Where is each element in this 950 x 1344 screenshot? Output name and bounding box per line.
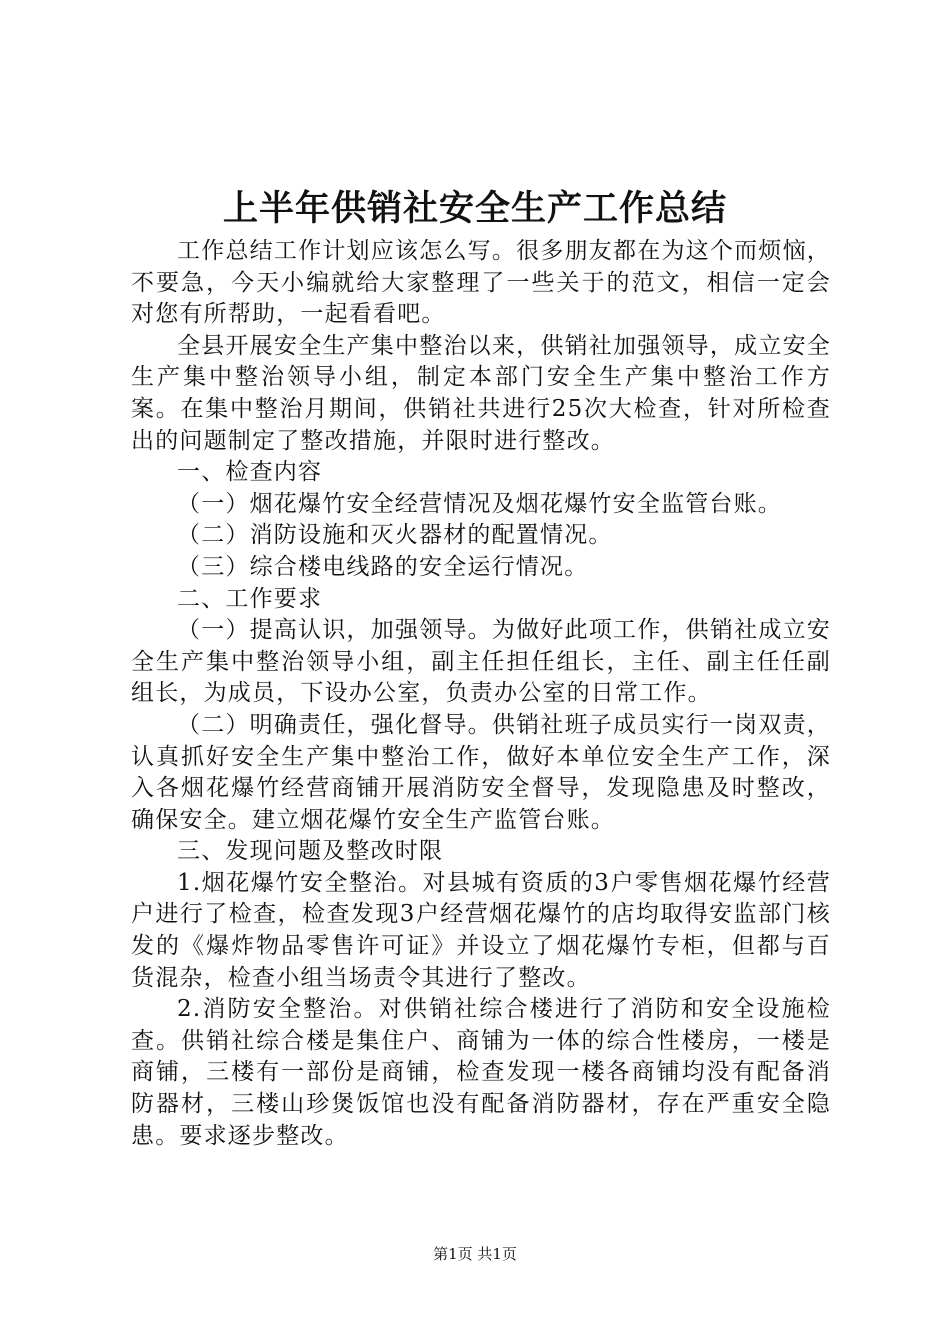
inspection-item-2: （二）消防设施和灭火器材的配置情况。: [177, 522, 613, 549]
section-heading-problems: 三、发现问题及整改时限: [177, 838, 444, 865]
document-title: 上半年供销社安全生产工作总结: [222, 188, 727, 229]
section-heading-inspection: 一、检查内容: [177, 459, 323, 486]
document-body: [131, 236, 831, 1152]
page-footer: 第1页 共1页: [433, 1245, 517, 1263]
inspection-item-1: （一）烟花爆竹安全经营情况及烟花爆竹安全监管台账。: [177, 490, 782, 517]
requirement-paragraph-1: （一）提高认识，加强领导。为做好此项工作，供销社成立安全生产集中整治领导小组，副主任担任组长，主任、副主任任副组长，为成员，下设办公室，负责办公室的日常工作。: [131, 617, 831, 707]
section-heading-requirements: 二、工作要求: [177, 585, 323, 612]
inspection-item-3: （三）综合楼电线路的安全运行情况。: [177, 553, 589, 580]
overview-paragraph: 全县开展安全生产集中整治以来，供销社加强领导，成立安全生产集中整治领导小组，制定本部门安全生产集中整治工作方案。在集中整治月期间，供销社共进行25次大检查，针对所检查出的问题制定了整改措施，并限时进行整改。: [131, 332, 831, 454]
problem-paragraph-2: 2.消防安全整治。对供销社综合楼进行了消防和安全设施检查。供销社综合楼是集住户、商铺为一体的综合性楼房，一楼是商铺，三楼有一部份是商铺，检查发现一楼各商铺均没有配备消防器材，三楼山珍煲饭馆也没有配备消防器材，存在严重安全隐患。要求逐步整改。: [131, 996, 831, 1149]
problem-paragraph-1: 1.烟花爆竹安全整治。对县城有资质的3户零售烟花爆竹经营户进行了检查，检查发现3户经营烟花爆竹的店均取得安监部门核发的《爆炸物品零售许可证》并设立了烟花爆竹专柜，但都与百货混杂，检查小组当场责令其进行了整改。: [131, 869, 831, 991]
requirement-paragraph-2: （二）明确责任，强化督导。供销社班子成员实行一岗双责，认真抓好安全生产集中整治工作，做好本单位安全生产工作，深入各烟花爆竹经营商铺开展消防安全督导，发现隐患及时整改，确保安全。建立烟花爆竹安全生产监管台账。: [131, 711, 831, 833]
intro-paragraph: 工作总结工作计划应该怎么写。很多朋友都在为这个而烦恼，不要急，今天小编就给大家整理了一些关于的范文，相信一定会对您有所帮助，一起看看吧。: [131, 238, 831, 328]
